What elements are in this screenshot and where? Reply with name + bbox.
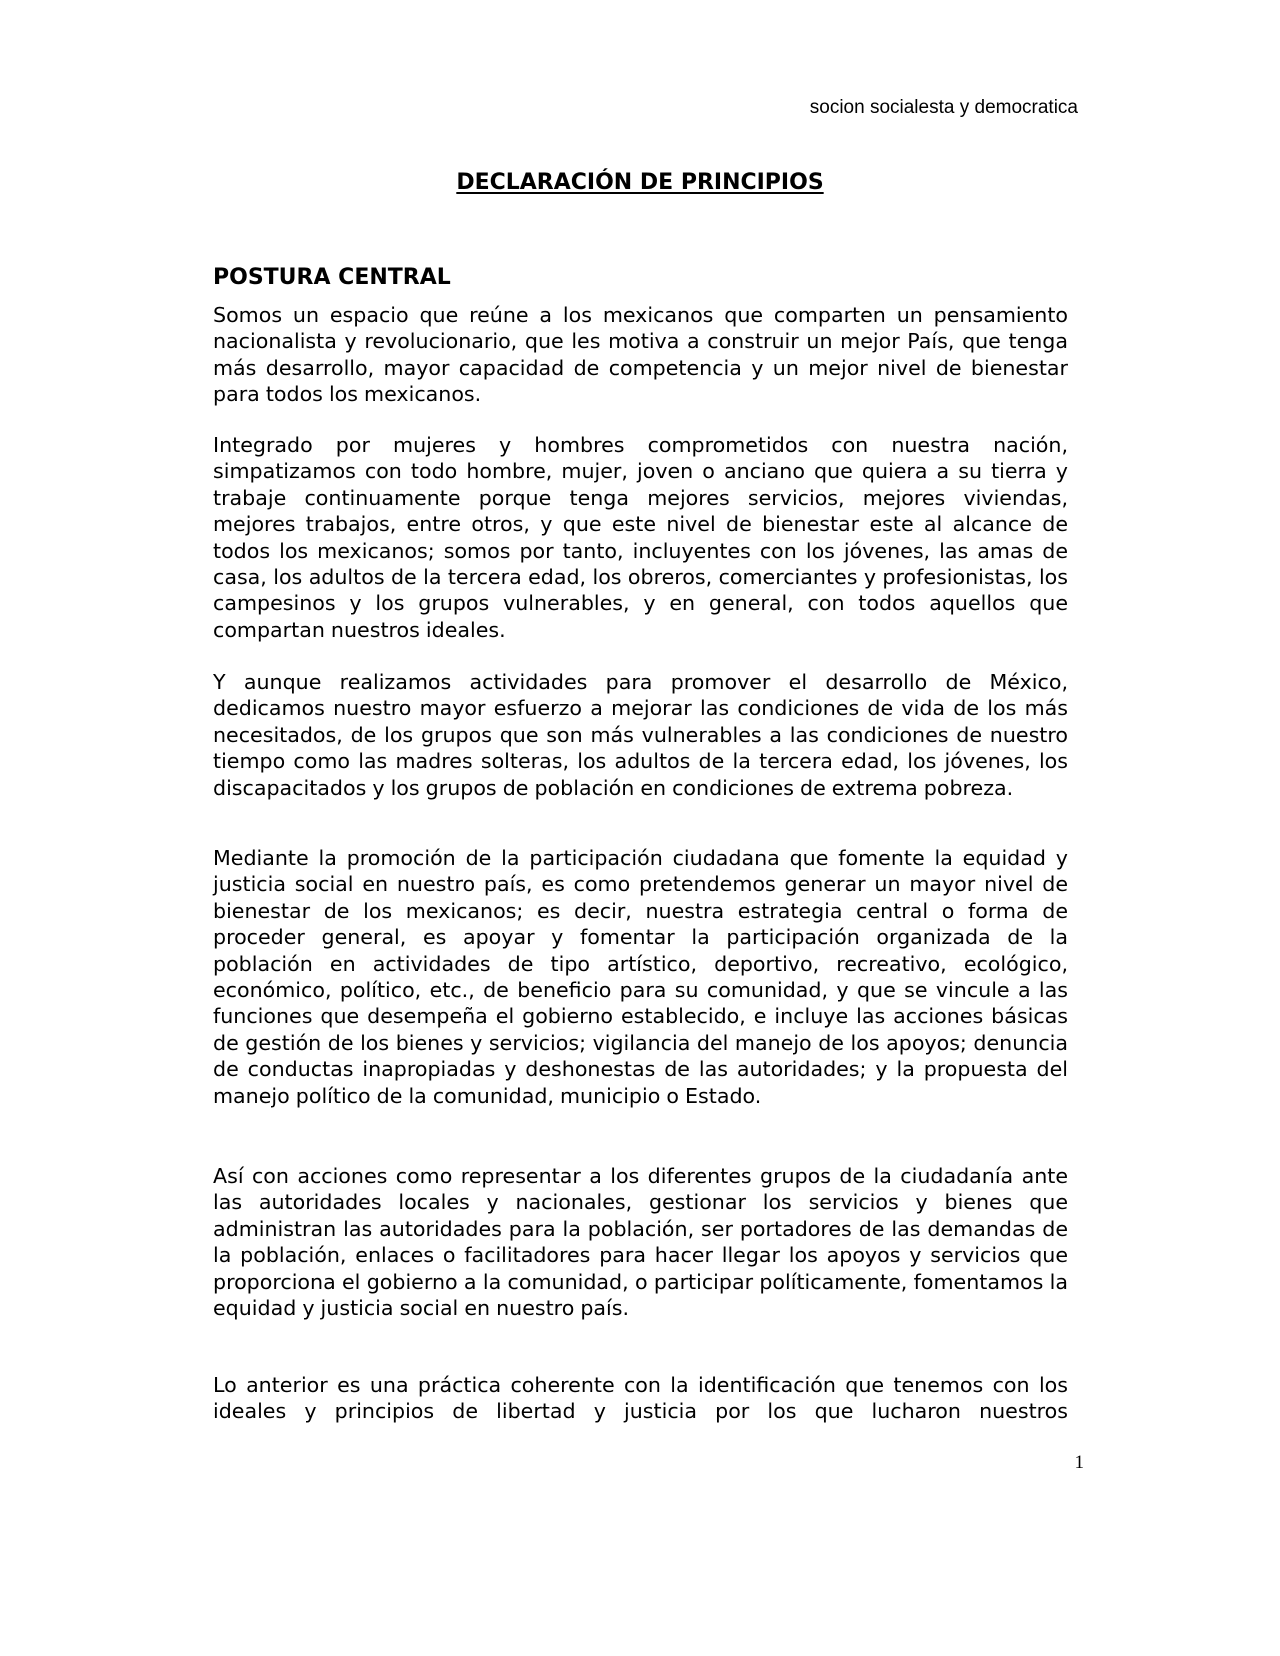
paragraph: Integrado por mujeres y hombres comprometidos con nuestra nación, simpatizamos con todo hombre, mujer, joven o anciano que quiera a su tierra y trabaje continuamente porque tenga mejores servicios, mejores viviendas, mejores trabajos, entre otros, y que este nivel de bienestar este al alcance de todos los mexicanos; somos por tanto, incluyentes con los jóvenes, las amas de casa, los adultos de la tercera edad, los obreros, comerciantes y profesionistas, los campesinos y los grupos vulnerables, y en general, con todos aquellos que compartan nuestros ideales. xyxy=(213,433,1068,642)
document-title-text: DECLARACIÓN DE PRINCIPIOS xyxy=(456,170,824,195)
paragraph: Así con acciones como representar a los diferentes grupos de la ciudadanía ante las autoridades locales y nacionales, gestionar los servicios y bienes que administran las autoridades para la población, ser portadores de las demandas de la población, enlaces o facilitadores para hacer llegar los apoyos y servicios que proporciona el gobierno a la comunidad, o participar políticamente, fomentamos la equidad y justicia social en nuestro país. xyxy=(213,1164,1068,1321)
header-note: socion socialesta y democratica xyxy=(809,97,1078,118)
paragraph: Y aunque realizamos actividades para promover el desarrollo de México, dedicamos nuestro mayor esfuerzo a mejorar las condiciones de vida de los más necesitados, de los grupos que son más vulnerables a las condiciones de nuestro tiempo como las madres solteras, los adultos de la tercera edad, los jóvenes, los discapacitados y los grupos de población en condiciones de extrema pobreza. xyxy=(213,670,1068,800)
document-title xyxy=(0,168,1280,198)
paragraph: Somos un espacio que reúne a los mexicanos que comparten un pensamiento nacionalista y revolucionario, que les motiva a construir un mejor País, que tenga más desarrollo, mayor capacidad de competencia y un mejor nivel de bienestar para todos los mexicanos. xyxy=(213,303,1068,407)
page-number: 1 xyxy=(1074,1452,1084,1473)
section-heading: POSTURA CENTRAL xyxy=(213,265,451,290)
paragraph: Mediante la promoción de la participación ciudadana que fomente la equidad y justicia social en nuestro país, es como pretendemos generar un mayor nivel de bienestar de los mexicanos; es decir, nuestra estrategia central o forma de proceder general, es apoyar y fomentar la participación organizada de la población en actividades de tipo artístico, deportivo, recreativo, ecológico, económico, político, etc., de beneficio para su comunidad, y que se vincule a las funciones que desempeña el gobierno establecido, e incluye las acciones básicas de gestión de los bienes y servicios; vigilancia del manejo de los apoyos; denuncia de conductas inapropiadas y deshonestas de las autoridades; y la propuesta del manejo político de la comunidad, municipio o Estado. xyxy=(213,846,1068,1108)
paragraph: Lo anterior es una práctica coherente con la identificación que tenemos con los ideales y principios de libertad y justicia por los que lucharon nuestros xyxy=(213,1373,1068,1424)
